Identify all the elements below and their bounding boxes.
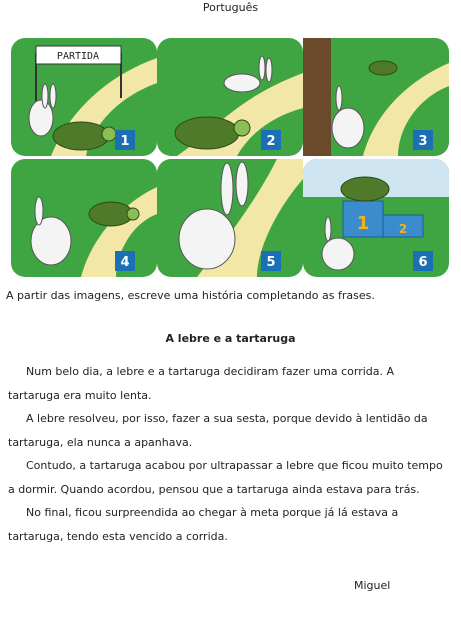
panel-5-illustration (157, 159, 303, 277)
panel-3-illustration (303, 38, 449, 156)
story-paragraph: Contudo, a tartaruga acabou por ultrapassar a lebre que ficou muito tempo a dormir. Quando acordou, pensou que a tartaruga ainda estava para trás. (8, 459, 443, 496)
instruction-text: A partir das imagens, escreve uma história completando as frases. (6, 289, 375, 302)
panel-1-illustration (11, 38, 157, 156)
start-sign-text: PARTIDA (56, 51, 100, 62)
comic-panel-2 (157, 38, 303, 156)
panel-number: 6 (418, 255, 428, 270)
author-signature: Miguel (354, 579, 391, 592)
podium-first-place: 1 (356, 213, 370, 234)
comic-panel-3 (303, 38, 449, 156)
comic-panel-5 (157, 159, 303, 277)
panel-number: 4 (120, 255, 130, 270)
panel-number: 3 (418, 134, 428, 149)
story-paragraph: No final, ficou surpreendida ao chegar à meta porque já lá estava a tartaruga, tendo esta vencido a corrida. (8, 506, 399, 543)
story-title: A lebre e a tartaruga (165, 332, 296, 345)
comic-panel-1 (11, 38, 157, 156)
story-paragraph: A lebre resolveu, por isso, fazer a sua sesta, porque devido à lentidão da tartaruga, ela nunca a apanhava. (8, 412, 428, 449)
story-paragraph: Num belo dia, a lebre e a tartaruga decidiram fazer uma corrida. A tartaruga era muito lenta. (8, 365, 395, 402)
podium-second-place: 2 (398, 222, 408, 236)
comic-panel-6 (303, 159, 449, 277)
panel-2-illustration (157, 38, 303, 156)
panel-number: 1 (120, 134, 130, 149)
panel-number: 5 (266, 255, 276, 270)
panel-4-illustration (11, 159, 157, 277)
subject-title: Português (202, 1, 259, 14)
comic-panel-4 (11, 159, 157, 277)
panel-6-illustration (303, 159, 449, 277)
panel-number: 2 (266, 134, 276, 149)
story-body (8, 360, 448, 548)
